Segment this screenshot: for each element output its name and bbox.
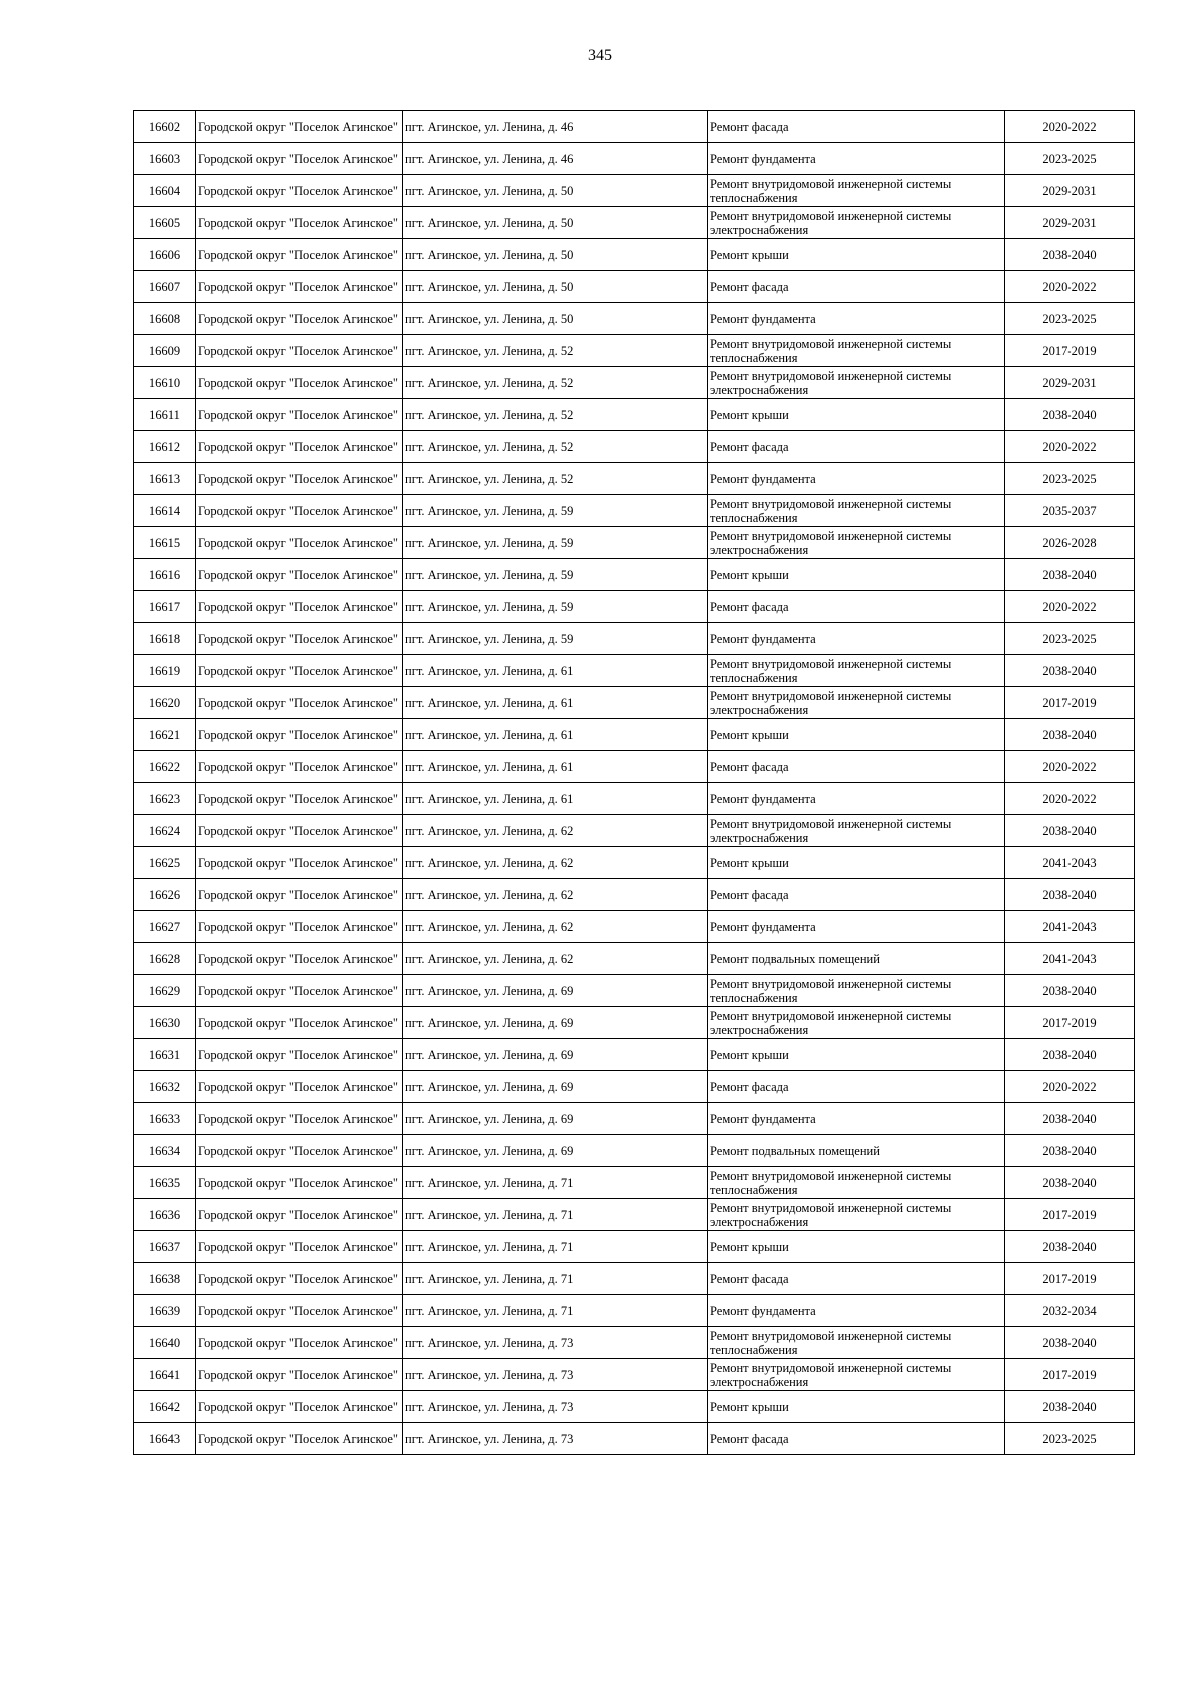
row-number-cell: 16611 bbox=[134, 399, 196, 431]
work-type-cell: Ремонт фундамента bbox=[708, 463, 1005, 495]
work-type-cell: Ремонт фундамента bbox=[708, 1103, 1005, 1135]
municipality-cell: Городской округ "Поселок Агинское" bbox=[196, 239, 403, 271]
table-row bbox=[134, 1071, 1135, 1103]
work-type-cell: Ремонт фасада bbox=[708, 1263, 1005, 1295]
work-type-cell: Ремонт внутридомовой инженерной системы теплоснабжения bbox=[708, 1167, 1005, 1199]
period-cell: 2017-2019 bbox=[1005, 1263, 1135, 1295]
row-number-cell: 16607 bbox=[134, 271, 196, 303]
period-cell: 2029-2031 bbox=[1005, 175, 1135, 207]
table-row bbox=[134, 1103, 1135, 1135]
address-cell: пгт. Агинское, ул. Ленина, д. 73 bbox=[403, 1391, 708, 1423]
address-cell: пгт. Агинское, ул. Ленина, д. 62 bbox=[403, 815, 708, 847]
row-number-cell: 16635 bbox=[134, 1167, 196, 1199]
address-cell: пгт. Агинское, ул. Ленина, д. 71 bbox=[403, 1295, 708, 1327]
row-number-cell: 16610 bbox=[134, 367, 196, 399]
address-cell: пгт. Агинское, ул. Ленина, д. 59 bbox=[403, 623, 708, 655]
municipality-cell: Городской округ "Поселок Агинское" bbox=[196, 943, 403, 975]
row-number-cell: 16606 bbox=[134, 239, 196, 271]
address-cell: пгт. Агинское, ул. Ленина, д. 69 bbox=[403, 1103, 708, 1135]
address-cell: пгт. Агинское, ул. Ленина, д. 52 bbox=[403, 463, 708, 495]
work-type-cell: Ремонт крыши bbox=[708, 1231, 1005, 1263]
address-cell: пгт. Агинское, ул. Ленина, д. 71 bbox=[403, 1167, 708, 1199]
work-type-cell: Ремонт фасада bbox=[708, 879, 1005, 911]
row-number-cell: 16616 bbox=[134, 559, 196, 591]
period-cell: 2038-2040 bbox=[1005, 1231, 1135, 1263]
row-number-cell: 16638 bbox=[134, 1263, 196, 1295]
table-row bbox=[134, 1007, 1135, 1039]
table-row bbox=[134, 1167, 1135, 1199]
period-cell: 2029-2031 bbox=[1005, 367, 1135, 399]
repair-schedule-table bbox=[133, 110, 1135, 1455]
period-cell: 2020-2022 bbox=[1005, 431, 1135, 463]
work-type-cell: Ремонт фундамента bbox=[708, 623, 1005, 655]
work-type-cell: Ремонт крыши bbox=[708, 559, 1005, 591]
table-row bbox=[134, 559, 1135, 591]
work-type-cell: Ремонт фундамента bbox=[708, 783, 1005, 815]
table-row bbox=[134, 143, 1135, 175]
municipality-cell: Городской округ "Поселок Агинское" bbox=[196, 1391, 403, 1423]
table-row bbox=[134, 1199, 1135, 1231]
row-number-cell: 16624 bbox=[134, 815, 196, 847]
period-cell: 2020-2022 bbox=[1005, 271, 1135, 303]
table-row bbox=[134, 367, 1135, 399]
table-row bbox=[134, 207, 1135, 239]
table-row bbox=[134, 975, 1135, 1007]
municipality-cell: Городской округ "Поселок Агинское" bbox=[196, 399, 403, 431]
period-cell: 2020-2022 bbox=[1005, 111, 1135, 143]
period-cell: 2020-2022 bbox=[1005, 783, 1135, 815]
table-row bbox=[134, 239, 1135, 271]
address-cell: пгт. Агинское, ул. Ленина, д. 69 bbox=[403, 1071, 708, 1103]
row-number-cell: 16622 bbox=[134, 751, 196, 783]
page-number: 345 bbox=[588, 47, 612, 64]
address-cell: пгт. Агинское, ул. Ленина, д. 61 bbox=[403, 719, 708, 751]
period-cell: 2038-2040 bbox=[1005, 1103, 1135, 1135]
table-row bbox=[134, 431, 1135, 463]
period-cell: 2017-2019 bbox=[1005, 335, 1135, 367]
row-number-cell: 16627 bbox=[134, 911, 196, 943]
row-number-cell: 16629 bbox=[134, 975, 196, 1007]
row-number-cell: 16617 bbox=[134, 591, 196, 623]
municipality-cell: Городской округ "Поселок Агинское" bbox=[196, 911, 403, 943]
table-row bbox=[134, 1423, 1135, 1455]
table-row bbox=[134, 527, 1135, 559]
municipality-cell: Городской округ "Поселок Агинское" bbox=[196, 1231, 403, 1263]
municipality-cell: Городской округ "Поселок Агинское" bbox=[196, 719, 403, 751]
address-cell: пгт. Агинское, ул. Ленина, д. 62 bbox=[403, 847, 708, 879]
row-number-cell: 16605 bbox=[134, 207, 196, 239]
period-cell: 2038-2040 bbox=[1005, 655, 1135, 687]
row-number-cell: 16637 bbox=[134, 1231, 196, 1263]
address-cell: пгт. Агинское, ул. Ленина, д. 71 bbox=[403, 1263, 708, 1295]
municipality-cell: Городской округ "Поселок Агинское" bbox=[196, 303, 403, 335]
municipality-cell: Городской округ "Поселок Агинское" bbox=[196, 143, 403, 175]
table-row bbox=[134, 1039, 1135, 1071]
table-row bbox=[134, 783, 1135, 815]
municipality-cell: Городской округ "Поселок Агинское" bbox=[196, 1295, 403, 1327]
table-row bbox=[134, 1327, 1135, 1359]
row-number-cell: 16602 bbox=[134, 111, 196, 143]
period-cell: 2038-2040 bbox=[1005, 719, 1135, 751]
row-number-cell: 16626 bbox=[134, 879, 196, 911]
row-number-cell: 16608 bbox=[134, 303, 196, 335]
table-row bbox=[134, 303, 1135, 335]
period-cell: 2026-2028 bbox=[1005, 527, 1135, 559]
municipality-cell: Городской округ "Поселок Агинское" bbox=[196, 335, 403, 367]
work-type-cell: Ремонт внутридомовой инженерной системы теплоснабжения bbox=[708, 1327, 1005, 1359]
municipality-cell: Городской округ "Поселок Агинское" bbox=[196, 847, 403, 879]
period-cell: 2038-2040 bbox=[1005, 1167, 1135, 1199]
row-number-cell: 16603 bbox=[134, 143, 196, 175]
row-number-cell: 16609 bbox=[134, 335, 196, 367]
work-type-cell: Ремонт внутридомовой инженерной системы теплоснабжения bbox=[708, 975, 1005, 1007]
municipality-cell: Городской округ "Поселок Агинское" bbox=[196, 207, 403, 239]
row-number-cell: 16639 bbox=[134, 1295, 196, 1327]
row-number-cell: 16614 bbox=[134, 495, 196, 527]
row-number-cell: 16633 bbox=[134, 1103, 196, 1135]
period-cell: 2023-2025 bbox=[1005, 143, 1135, 175]
municipality-cell: Городской округ "Поселок Агинское" bbox=[196, 1103, 403, 1135]
row-number-cell: 16615 bbox=[134, 527, 196, 559]
work-type-cell: Ремонт подвальных помещений bbox=[708, 943, 1005, 975]
address-cell: пгт. Агинское, ул. Ленина, д. 73 bbox=[403, 1423, 708, 1455]
work-type-cell: Ремонт фундамента bbox=[708, 303, 1005, 335]
municipality-cell: Городской округ "Поселок Агинское" bbox=[196, 1263, 403, 1295]
work-type-cell: Ремонт фасада bbox=[708, 431, 1005, 463]
table-row bbox=[134, 111, 1135, 143]
period-cell: 2017-2019 bbox=[1005, 1007, 1135, 1039]
table-row bbox=[134, 943, 1135, 975]
municipality-cell: Городской округ "Поселок Агинское" bbox=[196, 751, 403, 783]
work-type-cell: Ремонт внутридомовой инженерной системы теплоснабжения bbox=[708, 335, 1005, 367]
municipality-cell: Городской округ "Поселок Агинское" bbox=[196, 1423, 403, 1455]
period-cell: 2038-2040 bbox=[1005, 559, 1135, 591]
period-cell: 2038-2040 bbox=[1005, 975, 1135, 1007]
period-cell: 2023-2025 bbox=[1005, 623, 1135, 655]
table-row bbox=[134, 623, 1135, 655]
table-row bbox=[134, 591, 1135, 623]
row-number-cell: 16636 bbox=[134, 1199, 196, 1231]
work-type-cell: Ремонт внутридомовой инженерной системы электроснабжения bbox=[708, 1199, 1005, 1231]
work-type-cell: Ремонт крыши bbox=[708, 847, 1005, 879]
municipality-cell: Городской округ "Поселок Агинское" bbox=[196, 815, 403, 847]
address-cell: пгт. Агинское, ул. Ленина, д. 62 bbox=[403, 911, 708, 943]
address-cell: пгт. Агинское, ул. Ленина, д. 69 bbox=[403, 1007, 708, 1039]
row-number-cell: 16623 bbox=[134, 783, 196, 815]
table-row bbox=[134, 271, 1135, 303]
row-number-cell: 16618 bbox=[134, 623, 196, 655]
municipality-cell: Городской округ "Поселок Агинское" bbox=[196, 559, 403, 591]
municipality-cell: Городской округ "Поселок Агинское" bbox=[196, 111, 403, 143]
address-cell: пгт. Агинское, ул. Ленина, д. 62 bbox=[403, 943, 708, 975]
period-cell: 2023-2025 bbox=[1005, 463, 1135, 495]
period-cell: 2038-2040 bbox=[1005, 815, 1135, 847]
municipality-cell: Городской округ "Поселок Агинское" bbox=[196, 463, 403, 495]
table-row bbox=[134, 1359, 1135, 1391]
work-type-cell: Ремонт подвальных помещений bbox=[708, 1135, 1005, 1167]
work-type-cell: Ремонт крыши bbox=[708, 719, 1005, 751]
municipality-cell: Городской округ "Поселок Агинское" bbox=[196, 975, 403, 1007]
table-row bbox=[134, 1391, 1135, 1423]
table-row bbox=[134, 847, 1135, 879]
period-cell: 2038-2040 bbox=[1005, 1135, 1135, 1167]
table-row bbox=[134, 815, 1135, 847]
row-number-cell: 16632 bbox=[134, 1071, 196, 1103]
work-type-cell: Ремонт фасада bbox=[708, 1071, 1005, 1103]
table-row bbox=[134, 655, 1135, 687]
table-row bbox=[134, 879, 1135, 911]
work-type-cell: Ремонт внутридомовой инженерной системы электроснабжения bbox=[708, 207, 1005, 239]
address-cell: пгт. Агинское, ул. Ленина, д. 59 bbox=[403, 527, 708, 559]
address-cell: пгт. Агинское, ул. Ленина, д. 52 bbox=[403, 431, 708, 463]
period-cell: 2032-2034 bbox=[1005, 1295, 1135, 1327]
work-type-cell: Ремонт крыши bbox=[708, 399, 1005, 431]
municipality-cell: Городской округ "Поселок Агинское" bbox=[196, 879, 403, 911]
address-cell: пгт. Агинское, ул. Ленина, д. 61 bbox=[403, 655, 708, 687]
address-cell: пгт. Агинское, ул. Ленина, д. 69 bbox=[403, 975, 708, 1007]
work-type-cell: Ремонт фасада bbox=[708, 1423, 1005, 1455]
address-cell: пгт. Агинское, ул. Ленина, д. 59 bbox=[403, 559, 708, 591]
address-cell: пгт. Агинское, ул. Ленина, д. 46 bbox=[403, 143, 708, 175]
address-cell: пгт. Агинское, ул. Ленина, д. 59 bbox=[403, 495, 708, 527]
address-cell: пгт. Агинское, ул. Ленина, д. 71 bbox=[403, 1199, 708, 1231]
row-number-cell: 16631 bbox=[134, 1039, 196, 1071]
period-cell: 2023-2025 bbox=[1005, 1423, 1135, 1455]
table-row bbox=[134, 495, 1135, 527]
work-type-cell: Ремонт внутридомовой инженерной системы электроснабжения bbox=[708, 367, 1005, 399]
row-number-cell: 16625 bbox=[134, 847, 196, 879]
address-cell: пгт. Агинское, ул. Ленина, д. 52 bbox=[403, 335, 708, 367]
period-cell: 2020-2022 bbox=[1005, 591, 1135, 623]
address-cell: пгт. Агинское, ул. Ленина, д. 50 bbox=[403, 207, 708, 239]
row-number-cell: 16641 bbox=[134, 1359, 196, 1391]
address-cell: пгт. Агинское, ул. Ленина, д. 50 bbox=[403, 175, 708, 207]
table-row bbox=[134, 687, 1135, 719]
period-cell: 2029-2031 bbox=[1005, 207, 1135, 239]
address-cell: пгт. Агинское, ул. Ленина, д. 62 bbox=[403, 879, 708, 911]
municipality-cell: Городской округ "Поселок Агинское" bbox=[196, 687, 403, 719]
period-cell: 2017-2019 bbox=[1005, 1199, 1135, 1231]
address-cell: пгт. Агинское, ул. Ленина, д. 61 bbox=[403, 783, 708, 815]
period-cell: 2038-2040 bbox=[1005, 399, 1135, 431]
work-type-cell: Ремонт внутридомовой инженерной системы электроснабжения bbox=[708, 527, 1005, 559]
municipality-cell: Городской округ "Поселок Агинское" bbox=[196, 1135, 403, 1167]
table-row bbox=[134, 335, 1135, 367]
municipality-cell: Городской округ "Поселок Агинское" bbox=[196, 1039, 403, 1071]
municipality-cell: Городской округ "Поселок Агинское" bbox=[196, 431, 403, 463]
row-number-cell: 16640 bbox=[134, 1327, 196, 1359]
table-row bbox=[134, 719, 1135, 751]
work-type-cell: Ремонт внутридомовой инженерной системы теплоснабжения bbox=[708, 175, 1005, 207]
address-cell: пгт. Агинское, ул. Ленина, д. 46 bbox=[403, 111, 708, 143]
work-type-cell: Ремонт внутридомовой инженерной системы электроснабжения bbox=[708, 687, 1005, 719]
period-cell: 2041-2043 bbox=[1005, 911, 1135, 943]
work-type-cell: Ремонт внутридомовой инженерной системы теплоснабжения bbox=[708, 495, 1005, 527]
work-type-cell: Ремонт фасада bbox=[708, 111, 1005, 143]
table-row bbox=[134, 911, 1135, 943]
address-cell: пгт. Агинское, ул. Ленина, д. 50 bbox=[403, 271, 708, 303]
period-cell: 2023-2025 bbox=[1005, 303, 1135, 335]
address-cell: пгт. Агинское, ул. Ленина, д. 50 bbox=[403, 303, 708, 335]
work-type-cell: Ремонт фундамента bbox=[708, 911, 1005, 943]
row-number-cell: 16619 bbox=[134, 655, 196, 687]
work-type-cell: Ремонт крыши bbox=[708, 1039, 1005, 1071]
municipality-cell: Городской округ "Поселок Агинское" bbox=[196, 1167, 403, 1199]
table-row bbox=[134, 1135, 1135, 1167]
work-type-cell: Ремонт крыши bbox=[708, 239, 1005, 271]
work-type-cell: Ремонт фасада bbox=[708, 591, 1005, 623]
municipality-cell: Городской округ "Поселок Агинское" bbox=[196, 271, 403, 303]
row-number-cell: 16642 bbox=[134, 1391, 196, 1423]
row-number-cell: 16630 bbox=[134, 1007, 196, 1039]
period-cell: 2041-2043 bbox=[1005, 943, 1135, 975]
municipality-cell: Городской округ "Поселок Агинское" bbox=[196, 1199, 403, 1231]
row-number-cell: 16628 bbox=[134, 943, 196, 975]
work-type-cell: Ремонт фундамента bbox=[708, 143, 1005, 175]
period-cell: 2038-2040 bbox=[1005, 879, 1135, 911]
municipality-cell: Городской округ "Поселок Агинское" bbox=[196, 527, 403, 559]
municipality-cell: Городской округ "Поселок Агинское" bbox=[196, 623, 403, 655]
address-cell: пгт. Агинское, ул. Ленина, д. 73 bbox=[403, 1359, 708, 1391]
table-body bbox=[134, 111, 1135, 1455]
municipality-cell: Городской округ "Поселок Агинское" bbox=[196, 591, 403, 623]
municipality-cell: Городской округ "Поселок Агинское" bbox=[196, 175, 403, 207]
municipality-cell: Городской округ "Поселок Агинское" bbox=[196, 1359, 403, 1391]
period-cell: 2035-2037 bbox=[1005, 495, 1135, 527]
address-cell: пгт. Агинское, ул. Ленина, д. 69 bbox=[403, 1039, 708, 1071]
municipality-cell: Городской округ "Поселок Агинское" bbox=[196, 367, 403, 399]
address-cell: пгт. Агинское, ул. Ленина, д. 61 bbox=[403, 751, 708, 783]
period-cell: 2038-2040 bbox=[1005, 1391, 1135, 1423]
period-cell: 2038-2040 bbox=[1005, 1327, 1135, 1359]
table-row bbox=[134, 1231, 1135, 1263]
municipality-cell: Городской округ "Поселок Агинское" bbox=[196, 783, 403, 815]
table-row bbox=[134, 463, 1135, 495]
work-type-cell: Ремонт внутридомовой инженерной системы теплоснабжения bbox=[708, 655, 1005, 687]
row-number-cell: 16634 bbox=[134, 1135, 196, 1167]
address-cell: пгт. Агинское, ул. Ленина, д. 73 bbox=[403, 1327, 708, 1359]
municipality-cell: Городской округ "Поселок Агинское" bbox=[196, 1071, 403, 1103]
work-type-cell: Ремонт внутридомовой инженерной системы электроснабжения bbox=[708, 815, 1005, 847]
work-type-cell: Ремонт фасада bbox=[708, 751, 1005, 783]
row-number-cell: 16604 bbox=[134, 175, 196, 207]
address-cell: пгт. Агинское, ул. Ленина, д. 61 bbox=[403, 687, 708, 719]
row-number-cell: 16621 bbox=[134, 719, 196, 751]
work-type-cell: Ремонт фасада bbox=[708, 271, 1005, 303]
period-cell: 2038-2040 bbox=[1005, 1039, 1135, 1071]
municipality-cell: Городской округ "Поселок Агинское" bbox=[196, 655, 403, 687]
municipality-cell: Городской округ "Поселок Агинское" bbox=[196, 1327, 403, 1359]
address-cell: пгт. Агинское, ул. Ленина, д. 52 bbox=[403, 367, 708, 399]
period-cell: 2020-2022 bbox=[1005, 1071, 1135, 1103]
period-cell: 2038-2040 bbox=[1005, 239, 1135, 271]
table-row bbox=[134, 175, 1135, 207]
table-row bbox=[134, 1295, 1135, 1327]
period-cell: 2020-2022 bbox=[1005, 751, 1135, 783]
work-type-cell: Ремонт крыши bbox=[708, 1391, 1005, 1423]
row-number-cell: 16613 bbox=[134, 463, 196, 495]
work-type-cell: Ремонт внутридомовой инженерной системы электроснабжения bbox=[708, 1007, 1005, 1039]
work-type-cell: Ремонт внутридомовой инженерной системы электроснабжения bbox=[708, 1359, 1005, 1391]
period-cell: 2017-2019 bbox=[1005, 1359, 1135, 1391]
address-cell: пгт. Агинское, ул. Ленина, д. 52 bbox=[403, 399, 708, 431]
period-cell: 2017-2019 bbox=[1005, 687, 1135, 719]
period-cell: 2041-2043 bbox=[1005, 847, 1135, 879]
address-cell: пгт. Агинское, ул. Ленина, д. 50 bbox=[403, 239, 708, 271]
table-row bbox=[134, 399, 1135, 431]
address-cell: пгт. Агинское, ул. Ленина, д. 71 bbox=[403, 1231, 708, 1263]
row-number-cell: 16620 bbox=[134, 687, 196, 719]
address-cell: пгт. Агинское, ул. Ленина, д. 69 bbox=[403, 1135, 708, 1167]
table-row bbox=[134, 751, 1135, 783]
table-row bbox=[134, 1263, 1135, 1295]
row-number-cell: 16643 bbox=[134, 1423, 196, 1455]
row-number-cell: 16612 bbox=[134, 431, 196, 463]
municipality-cell: Городской округ "Поселок Агинское" bbox=[196, 495, 403, 527]
municipality-cell: Городской округ "Поселок Агинское" bbox=[196, 1007, 403, 1039]
work-type-cell: Ремонт фундамента bbox=[708, 1295, 1005, 1327]
address-cell: пгт. Агинское, ул. Ленина, д. 59 bbox=[403, 591, 708, 623]
